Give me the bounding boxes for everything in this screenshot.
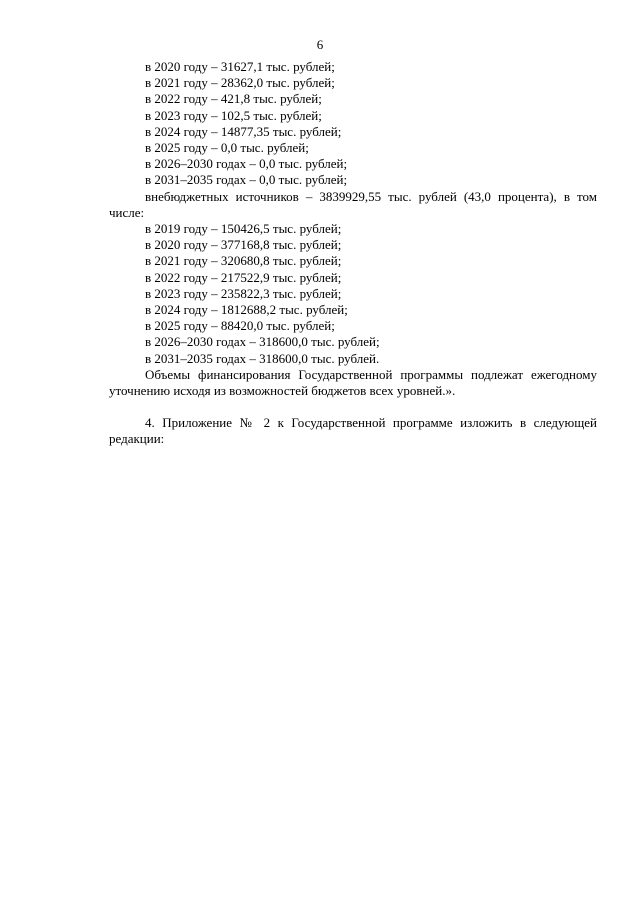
list-item: в 2023 году – 235822,3 тыс. рублей; [145, 285, 342, 301]
list-item: в 2023 году – 102,5 тыс. рублей; [145, 107, 322, 123]
extrabudgetary-intro: внебюджетных источников – 3839929,55 тыс. рублей (43,0 процента), в том числе: [109, 188, 597, 220]
list-item: в 2022 году – 217522,9 тыс. рублей; [145, 269, 342, 285]
financing-note: Объемы финансирования Государственной программы подлежат ежегодному уточнению исходя из возможностей бюджетов всех уровней.». [109, 366, 597, 399]
list-item: в 2026–2030 годах – 0,0 тыс. рублей; [145, 156, 348, 172]
list-item: в 2020 году – 377168,8 тыс. рублей; [145, 237, 342, 253]
document-body [109, 59, 597, 448]
list-item: в 2019 году – 150426,5 тыс. рублей; [145, 221, 342, 237]
list-item: в 2024 году – 14877,35 тыс. рублей; [145, 123, 342, 139]
paragraph-gap [109, 399, 597, 415]
list-item: в 2025 году – 0,0 тыс. рублей; [145, 140, 309, 156]
list-item: в 2024 году – 1812688,2 тыс. рублей; [145, 302, 348, 318]
amendment-item-4: 4. Приложение № 2 к Государственной программе изложить в следующей редакции: [109, 415, 597, 447]
list-item: в 2031–2035 годах – 0,0 тыс. рублей; [145, 172, 348, 188]
list-item: в 2026–2030 годах – 318600,0 тыс. рублей; [145, 334, 380, 350]
list-item: в 2021 году – 28362,0 тыс. рублей; [145, 75, 335, 91]
list-item: в 2020 году – 31627,1 тыс. рублей; [145, 59, 335, 74]
list-item: в 2031–2035 годах – 318600,0 тыс. рублей. [145, 350, 380, 366]
list-item: в 2021 году – 320680,8 тыс. рублей; [145, 253, 342, 269]
list-item: в 2022 году – 421,8 тыс. рублей; [145, 91, 322, 107]
page-number: 6 [316, 37, 324, 52]
list-item: в 2025 году – 88420,0 тыс. рублей; [145, 318, 335, 334]
